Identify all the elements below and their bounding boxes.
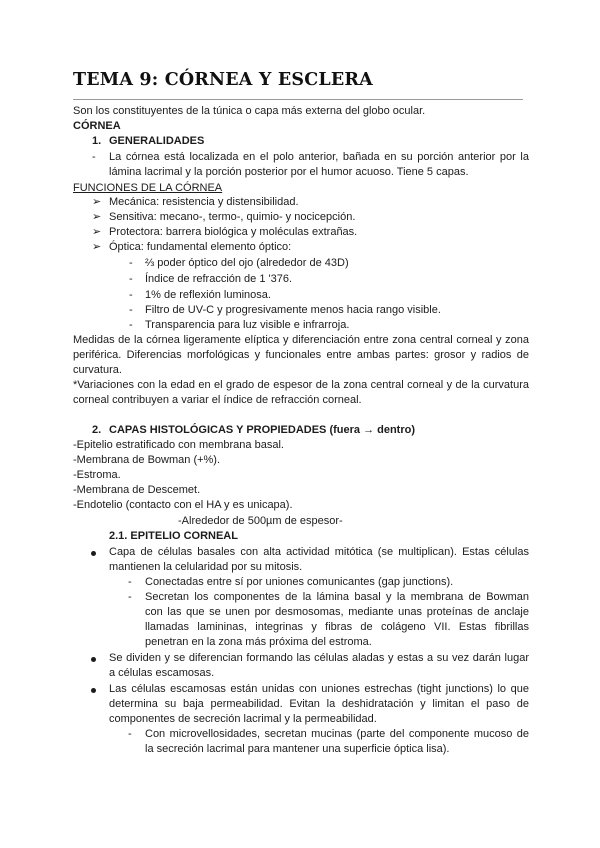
intro-text: Son los constituyentes de la túnica o capa más externa del globo ocular. [73,105,426,117]
functions-heading: FUNCIONES DE LA CÓRNEA [73,182,223,194]
epithelium-sub-item: con las que se unen por desmosomas, mediante unas proteínas de anclaje [145,606,529,618]
subsection-2-1-heading: 2.1. EPITELIO CORNEAL [109,530,238,542]
epithelium-sub-item: Con microvellosidades, secretan mucinas (parte del componente mucoso de [145,728,529,740]
layer-item: -Endotelio (contacto con el HA y es unicapa). [73,499,293,511]
layer-item: -Epitelio estratificado con membrana basal. [73,439,284,451]
arrow-bullet-icon: ➢ [92,226,102,238]
epithelium-bullet-line: Las células escamosas están unidas con uniones estrechas (tight junctions) lo que [109,683,529,695]
title-divider [73,99,523,100]
measures-paragraph-line: Medidas de la córnea ligeramente elíptica y diferenciación entre zona central corneal y zona [73,334,529,346]
bullet-dot-icon [91,657,96,662]
generalities-line: lámina lacrimal y la porción posterior por el humor acuoso. Tiene 5 capas. [109,166,469,178]
dash-marker: - [129,257,133,269]
function-item: Protectora: barrera biológica y moléculas extrañas. [109,226,358,238]
epithelium-sub-item: penetran en la zona más próxima del estroma. [145,636,372,648]
function-item: Óptica: fundamental elemento óptico: [109,241,292,253]
function-item: Mecánica: resistencia y distensibilidad. [109,196,299,208]
arrow-bullet-icon: ➢ [92,241,102,253]
epithelium-bullet-line: a células escamosas. [109,667,215,679]
optic-item: Transparencia para luz visible e infrarroja. [145,319,350,331]
section-heading-cornea: CÓRNEA [73,120,121,132]
arrow-bullet-icon: ➢ [92,196,102,208]
section-2-number: 2. [92,424,102,436]
layer-item: -Estroma. [73,469,121,481]
optic-item: 1% de reflexión luminosa. [145,289,271,301]
bullet-dot-icon [91,688,96,693]
function-item: Sensitiva: mecano-, termo-, quimio- y nocicepción. [109,211,356,223]
dash-marker: - [128,591,132,603]
arrow-bullet-icon: ➢ [92,211,102,223]
epithelium-sub-item: Conectadas entre sí por uniones comunicantes (gap junctions). [145,576,454,588]
optic-item: Filtro de UV-C y progresivamente menos hacia rango visible. [145,304,441,316]
section-1-number: 1. [92,135,102,147]
dash-marker: - [129,289,133,301]
layer-item: -Membrana de Descemet. [73,484,201,496]
bullet-dot-icon [91,551,96,556]
dash-marker: - [128,728,132,740]
dash-marker: - [128,576,132,588]
thickness-note: -Alrededor de 500µm de espesor- [178,515,343,527]
epithelium-bullet-line: Se dividen y se diferencian formando las células aladas y estas a su vez darán lugar [109,652,529,664]
measures-paragraph-line: curvatura. [73,364,122,376]
dash-marker: - [129,273,133,285]
section-2-heading: CAPAS HISTOLÓGICAS Y PROPIEDADES (fuera → dentro) [109,424,416,436]
epithelium-sub-item: la secreción lacrimal para mantener una superficie óptica lisa). [145,743,450,755]
section-1-heading: GENERALIDADES [109,135,205,147]
optic-item: Índice de refracción de 1 '376. [145,273,293,285]
layer-item: -Membrana de Bowman (+%). [73,454,221,466]
epithelium-bullet-line: componentes de secreción lacrimal y la permeabilidad. [109,713,377,725]
epithelium-sub-item: Secretan los componentes de la lámina basal y la membrana de Bowman [145,591,529,603]
epithelium-sub-item: llamadas lamininas, integrinas y fibras de colágeno VII. Estas fibrillas [145,621,529,633]
dash-marker: - [129,319,133,331]
epithelium-bullet-line: mantienen la celularidad por su mitosis. [109,561,303,573]
measures-paragraph-line: periférica. Diferencias morfológicas y funcionales entre ambas partes: grosor y radios de [73,349,529,361]
epithelium-bullet-line: Capa de células basales con alta actividad mitótica (se multiplican). Estas células [109,546,529,558]
page-title: TEMA 9: CÓRNEA Y ESCLERA [73,70,373,90]
optic-item: ⅔ poder óptico del ojo (alrededor de 43D) [145,257,349,269]
dash-marker: - [92,151,96,163]
epithelium-bullet-line: determina su baja permeabilidad. Evitan la deshidratación y limitan el paso de [109,698,529,710]
dash-marker: - [129,304,133,316]
variations-paragraph-line: *Variaciones con la edad en el grado de espesor de la zona central corneal y de la curvatura [73,379,529,391]
variations-paragraph-line: corneal contribuyen a variar el índice de refracción corneal. [73,394,362,406]
generalities-line: La córnea está localizada en el polo anterior, bañada en su porción anterior por la [109,151,529,163]
